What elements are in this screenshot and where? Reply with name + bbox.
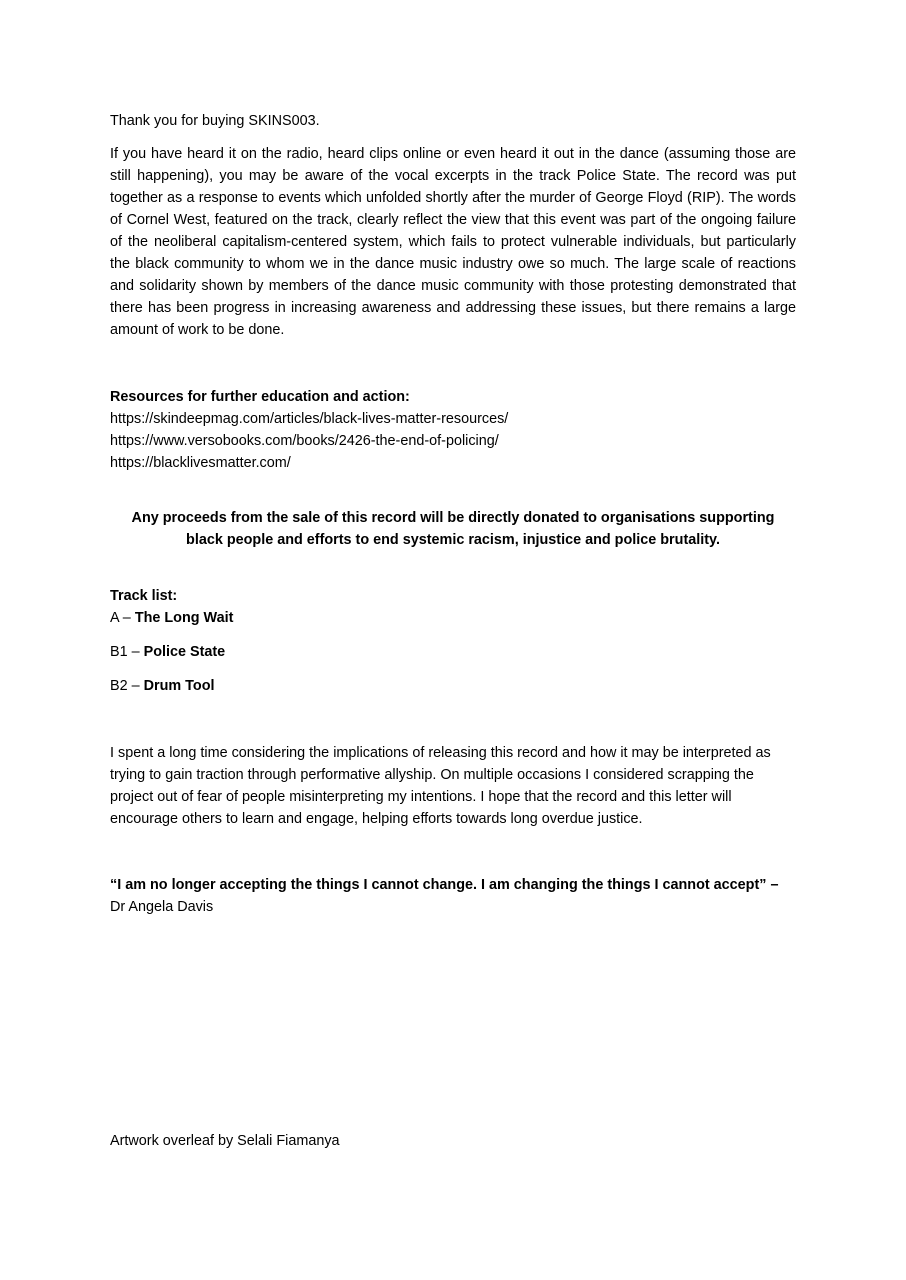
track-side: A – (110, 610, 135, 626)
track-item (110, 675, 796, 697)
track-title: Police State (143, 644, 226, 660)
resource-link-blm[interactable]: https://blacklivesmatter.com/ (110, 455, 291, 471)
intro-paragraph: If you have heard it on the radio, heard clips online or even heard it out in the dance (assuming those are still happening), you may be aware of the vocal excerpts in the track Police State. The record was put together as a response to events which unfolded shortly after the murder of George Floyd (RIP). The words of Cornel West, featured on the track, clearly reflect the view that this event was part of the ongoing failure of the neoliberal capitalism-centered system, which fails to protect vulnerable individuals, but particularly the black community to whom we in the dance music industry owe so much. The large scale of reactions and solidarity shown by members of the dance music community with those protesting demonstrated that there has been progress in increasing awareness and addressing these issues, but there remains a large amount of work to be done. (110, 146, 796, 338)
track-item (110, 641, 796, 663)
quote-text: “I am no longer accepting the things I cannot change. I am changing the things I cannot accept” – (110, 877, 779, 893)
resources-section (110, 386, 796, 474)
track-item (110, 607, 796, 629)
letter-body (110, 110, 796, 918)
resource-link-skindeep[interactable]: https://skindeepmag.com/articles/black-lives-matter-resources/ (110, 411, 509, 427)
resources-heading: Resources for further education and action: (110, 389, 410, 405)
track-title: The Long Wait (134, 610, 234, 626)
track-title: Drum Tool (143, 678, 215, 694)
greeting: Thank you for buying SKINS003. (110, 113, 320, 129)
track-side: B2 – (110, 678, 144, 694)
section-spacer (110, 341, 796, 386)
reflection-paragraph: I spent a long time considering the implications of releasing this record and how it may be interpreted as trying to gain traction through performative allyship. On multiple occasions I considered scrapping the project out of fear of people misinterpreting my intentions. I hope that the record and this letter will encourage others to learn and engage, helping efforts towards long overdue justice. (110, 745, 771, 827)
tracklist-heading: Track list: (110, 588, 178, 604)
artwork-credit: Artwork overleaf by Selali Fiamanya (110, 1133, 340, 1149)
quote-block (110, 874, 796, 918)
tracklist-section (110, 585, 796, 697)
track-side: B1 – (110, 644, 144, 660)
quote-author: Dr Angela Davis (110, 899, 214, 915)
proceeds-statement: Any proceeds from the sale of this record will be directly donated to organisations supporting black people and efforts to end systemic racism, injustice and police brutality. (131, 510, 775, 548)
resource-link-verso[interactable]: https://www.versobooks.com/books/2426-the-end-of-policing/ (110, 433, 499, 449)
